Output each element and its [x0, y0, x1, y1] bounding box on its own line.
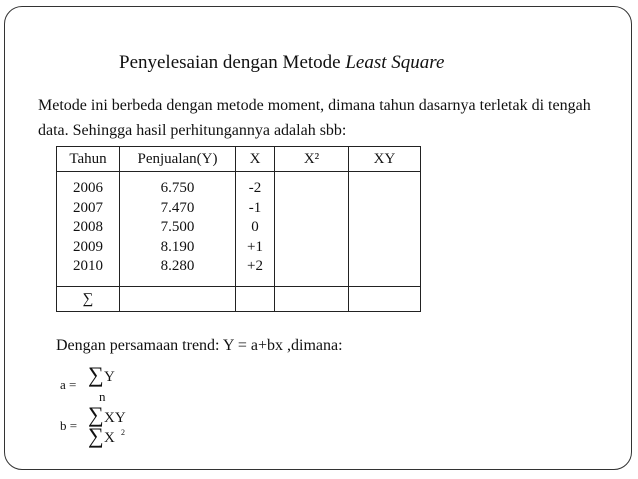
sales-cell: 6.750 [160, 180, 195, 196]
title-prefix: Penyelesaian dengan Metode [119, 52, 346, 73]
column-x-squared [275, 172, 349, 287]
formula-b-sigma-denominator: ∑ [88, 423, 104, 448]
header-xy: XY [349, 147, 421, 172]
year-cell: 2008 [73, 219, 103, 235]
x-cell: +1 [247, 238, 263, 255]
year-cell: 2010 [73, 258, 103, 274]
formula-b-label: b = [60, 418, 78, 433]
year-cell: 2007 [73, 199, 103, 216]
column-sales [120, 172, 236, 287]
formula-a-sigma: ∑ [88, 362, 104, 387]
sales-cell: 7.470 [160, 199, 195, 216]
formula-b-sigma-numerator: ∑ [88, 402, 104, 427]
header-x: X [236, 147, 275, 172]
column-years [57, 172, 120, 287]
formula-b-exponent: 2 [121, 428, 125, 437]
sum-symbol-cell: ∑ [57, 287, 120, 312]
table-data-row [57, 172, 421, 287]
sales-cell: 8.280 [160, 258, 195, 274]
trend-equation: Dengan persamaan trend: Y = a+bx ,dimana: [56, 337, 343, 354]
table-sum-row [57, 287, 421, 312]
header-x-squared: X² [275, 147, 349, 172]
header-tahun: Tahun [57, 147, 120, 172]
table-header-row [57, 147, 421, 172]
formula-b-denominator: X [104, 430, 115, 446]
sales-cell: 8.190 [160, 238, 195, 255]
formula-a-numerator: Y [104, 369, 115, 385]
year-cell: 2009 [73, 238, 103, 255]
sales-cell: 7.500 [160, 219, 195, 235]
calculation-table [56, 146, 421, 312]
x-cell: +2 [247, 258, 263, 274]
slide-title [119, 52, 444, 74]
column-x [236, 172, 275, 287]
formula-a-label: a = [60, 377, 77, 392]
header-penjualan: Penjualan(Y) [120, 147, 236, 172]
formula-a-denominator: n [99, 389, 106, 404]
column-xy [349, 172, 421, 287]
sum-xy-cell [349, 287, 421, 312]
x-cell: -1 [248, 199, 262, 216]
sum-x-cell [236, 287, 275, 312]
year-cell: 2006 [73, 180, 103, 196]
formula-b-numerator: XY [104, 410, 126, 426]
sum-x-squared-cell [275, 287, 349, 312]
description-paragraph: Metode ini berbeda dengan metode moment, dimana tahun dasarnya terletak di tengah data. Sehingga hasil perhitungannya adalah sbb: [38, 97, 591, 139]
x-cell: 0 [251, 219, 259, 235]
x-cell: -2 [248, 180, 262, 196]
sum-sales-cell [120, 287, 236, 312]
title-italic: Least Square [345, 52, 445, 73]
